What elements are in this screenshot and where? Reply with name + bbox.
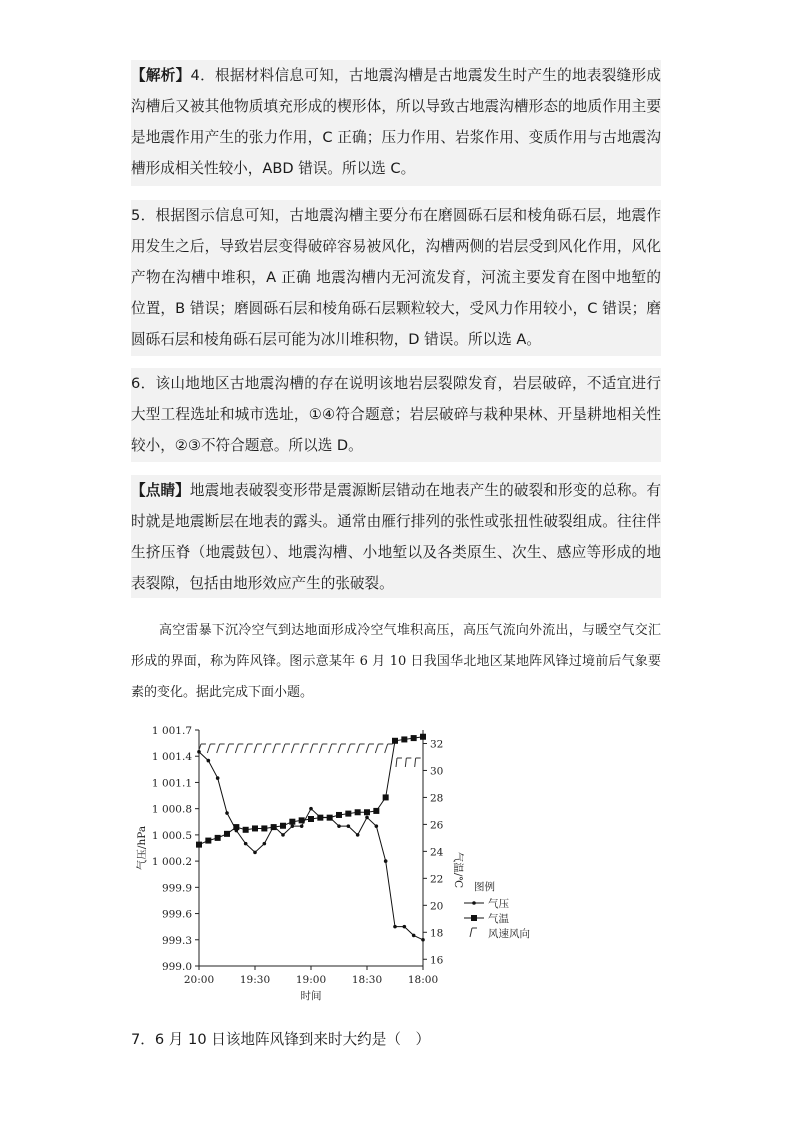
pressure-point [393, 925, 397, 929]
temperature-point [364, 809, 370, 815]
temperature-point [411, 735, 417, 741]
wind-barb-icon [207, 744, 215, 753]
temperature-point [289, 819, 295, 825]
chart-axes [135, 725, 465, 1002]
legend-label: 气压 [488, 898, 509, 910]
wind-barb-shaft [291, 744, 294, 753]
x-axis-label: 时间 [300, 990, 322, 1002]
x-tick-label: 20:00 [183, 974, 215, 986]
wind-barb-icon [226, 744, 234, 753]
wind-barb-icon [329, 744, 337, 753]
wind-barb-shaft [375, 744, 378, 753]
legend-dot-marker [472, 901, 476, 905]
wind-barb-icon [301, 744, 309, 753]
wind-barb-icon [254, 744, 262, 753]
legend-barb-shaft [470, 928, 472, 937]
left-tick-label: 1 000.5 [151, 829, 192, 842]
wind-barb-icon [217, 744, 225, 753]
wind-barb-shaft [207, 744, 210, 753]
x-tick-label: 18:30 [351, 974, 383, 986]
wind-barb-shaft [235, 744, 238, 753]
temperature-point [299, 817, 305, 823]
wind-barb-icon [319, 744, 327, 753]
legend-square-marker [471, 915, 477, 921]
wind-barb-icon [310, 744, 318, 753]
wind-barb-shaft [245, 744, 248, 753]
temperature-point [271, 824, 277, 830]
wind-barb-icon [245, 744, 253, 753]
left-tick-label: 999.0 [161, 961, 192, 973]
pressure-point [281, 833, 285, 837]
pressure-point [337, 824, 341, 828]
wind-barb-icon [273, 744, 281, 753]
temperature-point [224, 831, 230, 837]
wind-barb-icon [366, 744, 374, 753]
temperature-point [355, 809, 361, 815]
wind-barb-icon [405, 758, 411, 767]
tip-block [131, 475, 661, 598]
temperature-point [215, 835, 221, 841]
temperature-point [401, 736, 407, 742]
wind-barb-icon [415, 758, 421, 767]
right-tick-label: 22 [430, 873, 444, 886]
wind-barb-shaft [263, 744, 266, 753]
wind-barb-shaft [254, 744, 257, 753]
temperature-point [420, 734, 426, 740]
legend-title: 图例 [474, 881, 495, 893]
wind-barb-shaft [329, 744, 332, 753]
right-tick-label: 20 [430, 900, 444, 913]
tip-text: 地震地表破裂变形带是震源断层错动在地表产生的破裂和形变的总称。有时就是地震断层在地表的露头。通常由雁行排列的张性或张扭性破裂组成。往往伴生挤压脊（地震鼓包）、地震沟槽、小地堑以及各类原生、次生、感应等形成的地表裂隙，包括由地形效应产生的张破裂。 [131, 482, 661, 592]
analysis-q5 [131, 200, 661, 356]
wind-barb-icon [357, 744, 365, 753]
x-tick-label: 19:00 [295, 974, 327, 986]
left-tick-label: 1 001.7 [151, 725, 192, 737]
wind-barb-shaft [217, 744, 220, 753]
legend-label: 风速风向 [488, 928, 530, 940]
left-tick-label: 999.3 [161, 934, 192, 947]
tip-tag: 【点睛】 [131, 482, 190, 499]
pressure-point [291, 824, 295, 828]
pressure-point [263, 842, 267, 846]
temperature-point [308, 816, 314, 822]
wind-barb-shaft [366, 744, 369, 753]
right-tick-label: 28 [430, 792, 444, 805]
chart-legend [464, 880, 530, 940]
temperature-point [392, 738, 398, 744]
pressure-point [365, 816, 369, 820]
temperature-point [383, 794, 389, 800]
temperature-point [336, 812, 342, 818]
analysis-q4-text: 4．根据材料信息可知，古地震沟槽是古地震发生时产生的地表裂缝形成沟槽后又被其他物质填充形成的楔形体，所以导致古地震沟槽形态的地质作用主要是地震作用产生的张力作用，C 正确；压力作用、岩浆作用、变质作用与古地震沟槽形成相关性较小，ABD 错误。所以选 C。 [131, 67, 661, 177]
weather-chart [130, 718, 550, 1018]
chart-series [196, 734, 426, 942]
temperature-point [280, 823, 286, 829]
analysis-q5-text: 5．根据图示信息可知，古地震沟槽主要分布在磨圆砾石层和棱角砾石层，地震作用发生之后，导致岩层变得破碎容易被风化，沟槽两侧的岩层受到风化作用，风化产物在沟槽中堆积，A 正确 地震沟槽内无河流发育，河流主要发育在图中地堑的位置，B 错误；磨圆砾石层和棱角砾石层颗粒较大，受风力作用较小，C 错误；磨圆砾石层和棱角砾石层可能为冰川堆积物，D 错误。所以选 A。 [131, 207, 661, 348]
wind-barb-shaft [347, 744, 350, 753]
temperature-point [205, 838, 211, 844]
pressure-point [347, 824, 351, 828]
pressure-point [309, 807, 313, 811]
wind-barb-icon [291, 744, 299, 753]
pressure-point [356, 833, 360, 837]
pressure-point [207, 759, 211, 763]
wind-barb-shaft [310, 744, 313, 753]
wind-barb-shaft [301, 744, 304, 753]
pressure-point [253, 851, 257, 855]
analysis-tag: 【解析】 [131, 67, 191, 84]
pressure-point [216, 776, 220, 780]
x-tick-label: 19:30 [239, 974, 271, 986]
temperature-point [261, 825, 267, 831]
pressure-point [244, 842, 248, 846]
wind-barb-icon [263, 744, 271, 753]
right-tick-label: 30 [430, 765, 444, 778]
x-tick-label: 18:00 [407, 974, 439, 986]
wind-barb-icon [282, 744, 290, 753]
right-tick-label: 18 [430, 927, 444, 940]
temperature-point [196, 842, 202, 848]
temperature-point [345, 811, 351, 817]
pressure-point [300, 824, 304, 828]
pressure-point [225, 811, 229, 815]
right-tick-label: 26 [430, 819, 444, 832]
temperature-point [233, 824, 239, 830]
wind-barb-icon [338, 744, 346, 753]
wind-barb-icon [385, 744, 393, 753]
pressure-point [412, 934, 416, 938]
temperature-point [243, 827, 249, 833]
pressure-point [197, 750, 201, 754]
wind-barb-shaft [226, 744, 229, 753]
left-tick-label: 1 001.1 [151, 777, 192, 790]
material-block [131, 615, 661, 708]
pressure-point [421, 938, 425, 942]
wind-barb-shaft [319, 744, 322, 753]
wind-barb-shaft [273, 744, 276, 753]
analysis-q6-text: 6．该山地地区古地震沟槽的存在说明该地岩层裂隙发育，岩层破碎，不适宜进行大型工程选址和城市选址，①④符合题意；岩层破碎与栽种果林、开垦耕地相关性较小，②③不符合题意。所以选 D。 [131, 375, 661, 454]
question-7: 7．6 月 10 日该地阵风锋到来时大约是（ ） [131, 1031, 431, 1048]
wind-barb-icon [375, 744, 383, 753]
wind-barb-shaft [282, 744, 285, 753]
right-tick-label: 16 [430, 954, 444, 967]
pressure-point [375, 824, 379, 828]
left-tick-label: 999.6 [161, 908, 192, 921]
series-line-temperature [199, 737, 423, 845]
analysis-q6 [131, 368, 661, 462]
material-text: 高空雷暴下沉冷空气到达地面形成冷空气堆积高压，高压气流向外流出，与暖空气交汇形成的界面，称为阵风锋。图示意某年 6 月 10 日我国华北地区某地阵风锋过境前后气象要素的变化。据此完成下面小题。 [131, 623, 661, 700]
wind-barb-shaft [415, 758, 416, 767]
temperature-point [327, 815, 333, 821]
temperature-point [252, 825, 258, 831]
analysis-q4 [131, 60, 661, 186]
pressure-point [403, 925, 407, 929]
wind-barb-icon [396, 758, 402, 767]
wind-barb-shaft [396, 758, 397, 767]
wind-barb-icon [347, 744, 355, 753]
left-tick-label: 1 000.2 [151, 856, 192, 869]
pressure-point [384, 859, 388, 863]
series-line-pressure [199, 752, 423, 940]
temperature-point [373, 808, 379, 814]
left-tick-label: 1 000.8 [151, 803, 192, 816]
left-tick-label: 999.9 [161, 882, 192, 895]
wind-barb-shaft [405, 758, 406, 767]
left-tick-label: 1 001.4 [151, 751, 192, 764]
wind-barb-shaft [357, 744, 360, 753]
legend-label: 气温 [488, 913, 509, 925]
right-tick-label: 32 [430, 738, 444, 751]
wind-barb-shaft [338, 744, 341, 753]
right-tick-label: 24 [430, 846, 444, 859]
left-axis-label: 气压/hPa [136, 825, 148, 871]
wind-barb-icon [235, 744, 243, 753]
wind-barb-shaft [385, 744, 388, 753]
temperature-point [317, 815, 323, 821]
right-axis-label: 气温/℃ [452, 851, 464, 889]
